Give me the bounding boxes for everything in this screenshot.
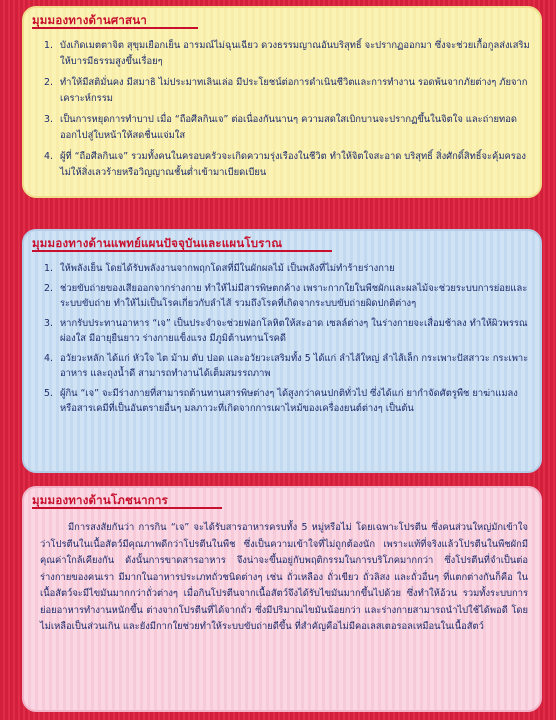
heading-underline — [32, 250, 332, 252]
item-number: 1. — [44, 263, 53, 274]
list-item — [44, 316, 530, 347]
item-text: ช่วยขับถ่ายของเสียออกจากร่างกาย ทำให้ไม่มีสารพิษตกค้าง เพราะกากใยในพืชผักและผลไม้จะช่วยระบบการย่อยและระบบขับถ่าย ทำให้ไม่เป็นโรคเกี่ยวกับลำไส้ รวมถึงโรคที่เกิดจากระบบขับถ่ายผิดปกติต่างๆ — [60, 282, 528, 309]
medicine-list — [44, 261, 530, 421]
medicine-panel — [22, 229, 542, 473]
heading-underline — [32, 507, 222, 509]
item-text: หากรับประทานอาหาร “เจ” เป็นประจำจะช่วยฟอกโลหิตให้สะอาด เซลล์ต่างๆ ในร่างกายจะเสื่อมช้าลง ทำให้ผิวพรรณผ่องใส มีอายุยืนยาว ร่างกายแข็งแรง มีภูมิต้านทานโรคดี — [60, 317, 528, 344]
item-text: เป็นการหยุดการทำบาป เมื่อ “ถือศีลกินเจ” ต่อเนื่องกันนานๆ ความสดใสเบิกบานจะปรากฏขึ้นในจิตใจ และถ่ายทอดออกไปสู่ใบหน้าให้สดชื่นแจ่มใส — [60, 114, 517, 141]
item-text: ให้พลังเย็น โดยได้รับพลังงานจากพฤกโดสที่มีในผักผลไม้ เป็นพลังที่ไม่ทำร้ายร่างกาย — [60, 263, 395, 274]
item-number: 2. — [44, 282, 53, 294]
medicine-heading: มุมมองทางด้านแพทย์แผนปัจจุบันและแผนโบราณ — [32, 236, 283, 250]
religion-panel — [22, 6, 542, 198]
item-number: 1. — [44, 40, 53, 51]
item-number: 3. — [44, 317, 53, 329]
list-item — [44, 38, 530, 69]
list-item — [44, 75, 530, 106]
item-number: 4. — [44, 151, 53, 162]
item-text: ผู้ที่ “ถือศีลกินเจ” รวมทั้งคนในครอบครัวจะเกิดความรุ่งเรืองในชีวิต ทำให้จิตใจสะอาด บริสุทธิ์ สิ่งศักดิ์สิทธิ์จะคุ้มครองไม่ให้สิ่งเลวร้ายหรือวิญญาณชั้นต่ำเข้ามาเบียดเบียน — [60, 151, 527, 178]
nutrition-panel — [22, 486, 542, 712]
list-item — [44, 112, 530, 143]
heading-underline — [32, 27, 198, 29]
item-text: ผู้กิน “เจ” จะมีร่างกายที่สามารถต้านทานสารพิษต่างๆ ได้สูงกว่าคนปกติทั่วไป ซึ่งได้แก่ ยากำจัดศัตรูพืช ยาฆ่าแมลง หรือสารเคมีที่เป็นอันตรายอื่นๆ มลภาวะที่เกิดจากการเผาไหม้ของเครื่องยนต์ต่างๆ เป็นต้น — [60, 387, 518, 414]
list-item — [44, 281, 530, 312]
list-item — [44, 149, 530, 180]
item-number: 2. — [44, 77, 53, 88]
item-text: อวัยวะหลัก ได้แก่ หัวใจ ไต ม้าม ตับ ปอด และอวัยวะเสริมทั้ง 5 ได้แก่ ลำไส้ใหญ่ ลำไส้เล็ก กระเพาะปัสสาวะ กระเพาะอาหาร และถุงน้ำดี สามารถทำงานได้เต็มสมรรถภาพ — [60, 352, 529, 379]
item-number: 4. — [44, 352, 53, 364]
item-number: 5. — [44, 387, 53, 399]
religion-heading: มุมมองทางด้านศาสนา — [32, 13, 147, 27]
religion-list — [44, 38, 530, 186]
list-item — [44, 351, 530, 382]
list-item — [44, 386, 530, 417]
nutrition-paragraph: มีการสงสัยกันว่า การกิน “เจ” จะได้รับสารอาหารครบทั้ง 5 หมู่หรือไม่ โดยเฉพาะโปรตีน ซึ่งคนส่วนใหญ่มักเข้าใจว่าโปรตีนในเนื้อสัตว์มีคุณภาพดีกว่าโปรตีนในพืช ซึ่งเป็นความเข้าใจที่ไม่ถูกต้องนัก เพราะแท้ที่จริงแล้วโปรตีนในพืชผักมีคุณค่าใกล้เคียงกัน ดังนั้นการขาดสารอาหาร จึงน่าจะขึ้นอยู่กับพฤติกรรมในการบริโภคมากกว่า ซึ่งโปรตีนที่จำเป็นต่อร่างกายของคนเรา มีมากในอาหารประเภทถั่วชนิดต่างๆ เช่น ถั่วเหลือง ถั่วเขียว ถั่วลิสง และถั่วอื่นๆ ที่แตกต่างกันก็คือ ในเนื้อสัตว์จะมีไขมันมากกว่าถั่วต่างๆ เมื่อกินโปรตีนจากเนื้อสัตว์จึงได้รับไขมันมากขึ้นไปด้วย ซึ่งทำให้อ้วน รวมทั้งระบบการย่อยอาหารทำงานหนักขึ้น ต่างจากโปรตีนที่ได้จากถั่ว ซึ่งมีปริมาณไขมันน้อยกว่า และร่างกายสามารถนำไปใช้ได้พอดี โดยไม่เหลือเป็นส่วนเกิน และยังมีกากใยช่วยทำให้ระบบขับถ่ายดีขึ้น ที่สำคัญคือไม่มีคอเลสเตอรอลเหมือนในเนื้อสัตว์ — [40, 522, 528, 632]
item-text: ทำให้มีสติมั่นคง มีสมาธิ ไม่ประมาทเลินเล่อ มีประโยชน์ต่อการดำเนินชีวิตและการทำงาน รอดพ้นจากภัยต่างๆ ภัยจากเคราะห์กรรม — [60, 77, 528, 104]
item-text: บังเกิดเมตตาจิต สุขุมเยือกเย็น อารมณ์ไม่ฉุนเฉียว ดวงธรรมญาณอันบริสุทธิ์ จะปรากฏออกมา ซึ่งจะช่วยเกื้อกูลส่งเสริมให้บารมีธรรมสูงขึ้นเรื่อยๆ — [60, 40, 530, 67]
item-number: 3. — [44, 114, 53, 125]
list-item — [44, 261, 530, 277]
nutrition-heading: มุมมองทางด้านโภชนาการ — [32, 493, 168, 507]
